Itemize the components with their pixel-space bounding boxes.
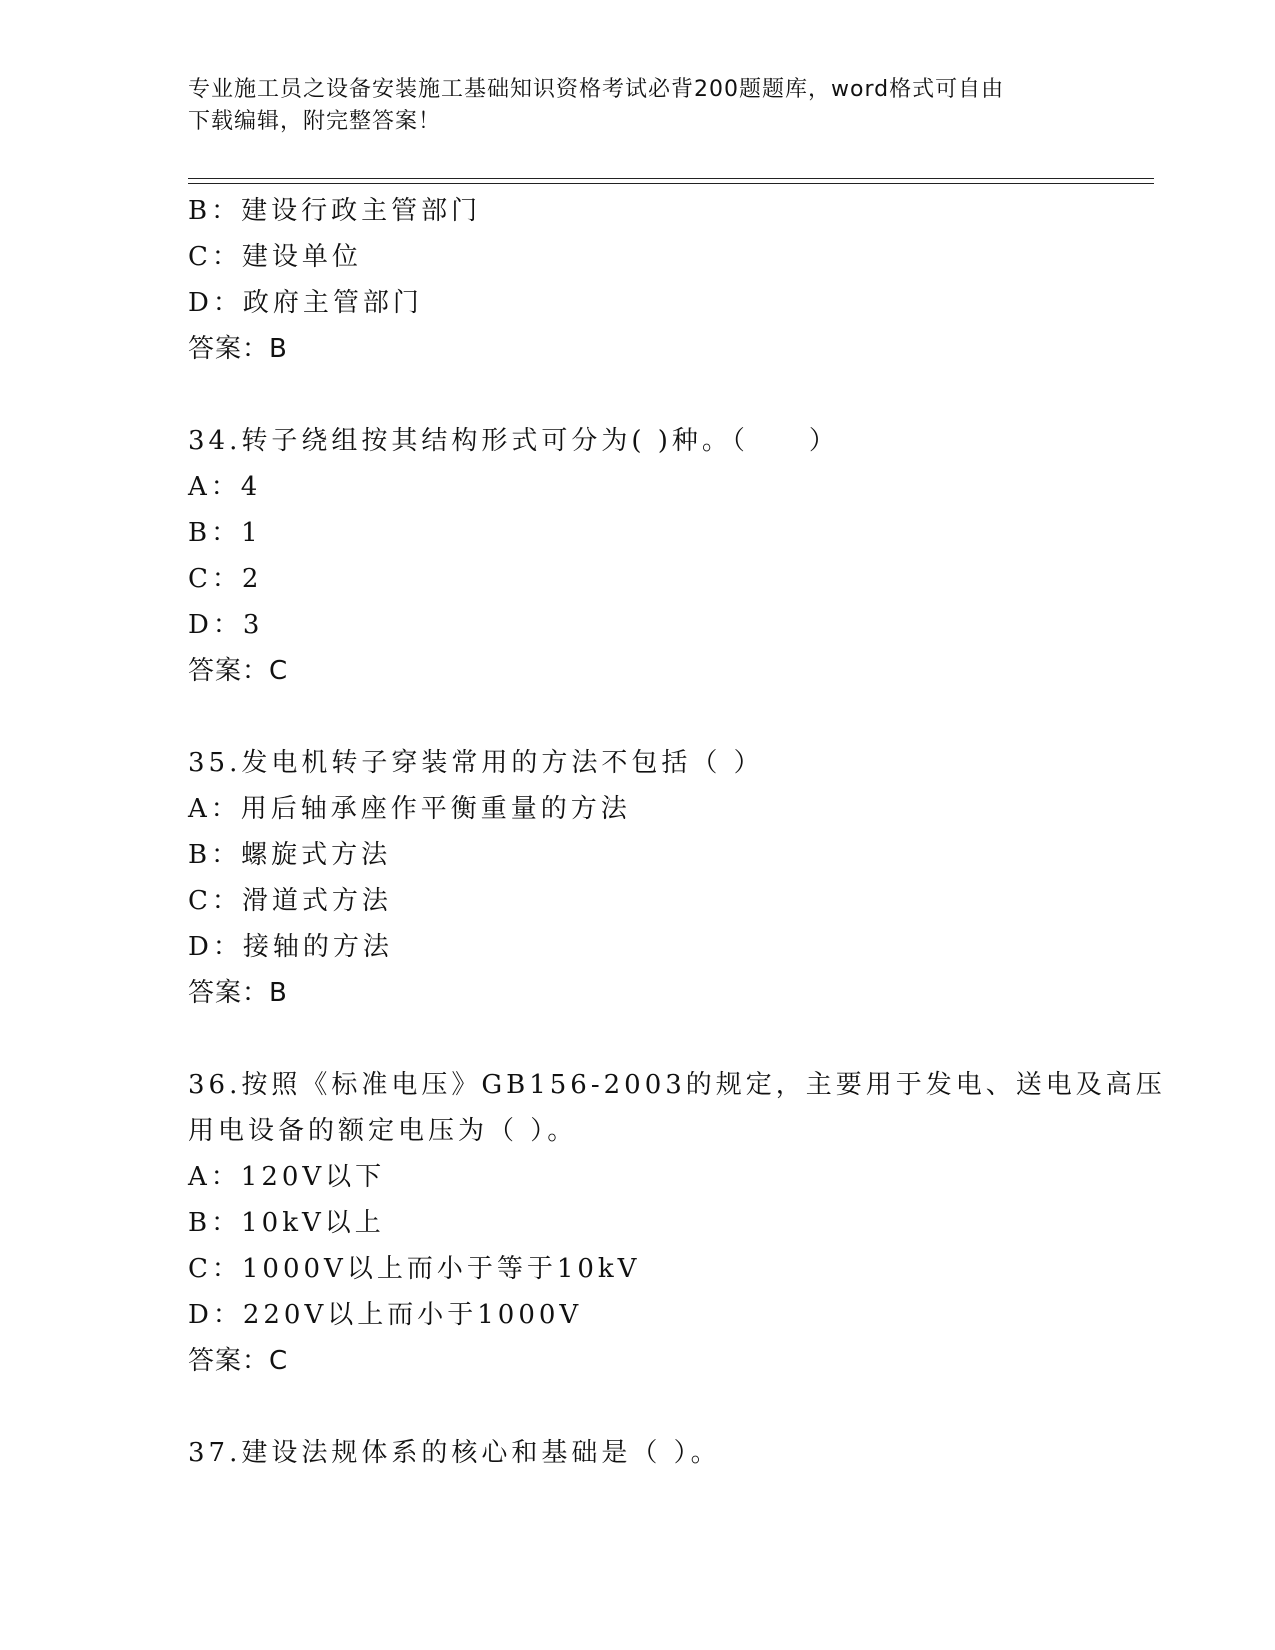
option-c: C：1000V以上而小于等于10kV [188, 1254, 641, 1284]
header-title-line-2: 下载编辑，附完整答案！ [188, 109, 442, 134]
spacer [188, 1384, 1088, 1430]
spacer [188, 1016, 1088, 1062]
question-34 [188, 418, 1088, 694]
answer-label: 答案：C [188, 1346, 289, 1376]
spacer [188, 372, 1088, 418]
question-text-line-1: 36.按照《标准电压》GB156-2003的规定，主要用于发电、送电及高压 [188, 1070, 1166, 1100]
option-a: A：4 [188, 472, 262, 502]
question-text: 35.发电机转子穿装常用的方法不包括（ ） [188, 748, 764, 778]
question-36 [188, 1062, 1166, 1384]
question-33-tail [188, 188, 1088, 372]
option-d: D：220V以上而小于1000V [188, 1300, 583, 1330]
option-b: B：螺旋式方法 [188, 840, 392, 870]
option-b: B：建设行政主管部门 [188, 196, 482, 226]
option-a: A：120V以下 [188, 1162, 386, 1192]
header-title-line-1: 专业施工员之设备安装施工基础知识资格考试必背200题题库，word格式可自由 [188, 77, 1005, 102]
question-35 [188, 740, 1088, 1016]
answer-label: 答案：B [188, 334, 288, 364]
question-text: 37.建设法规体系的核心和基础是（ ）。 [188, 1438, 721, 1468]
spacer [188, 694, 1088, 740]
option-d: D：政府主管部门 [188, 288, 423, 318]
option-d: D：接轴的方法 [188, 932, 393, 962]
option-b: B：10kV以上 [188, 1208, 385, 1238]
question-37 [188, 1430, 1088, 1476]
option-c: C：建设单位 [188, 242, 362, 272]
option-a: A：用后轴承座作平衡重量的方法 [188, 794, 631, 824]
question-text-line-2: 用电设备的额定电压为（ ）。 [188, 1116, 578, 1146]
answer-label: 答案：C [188, 656, 289, 686]
document-header [188, 74, 1088, 138]
question-text: 34.转子绕组按其结构形式可分为( )种。（ ） [188, 426, 839, 456]
option-c: C：滑道式方法 [188, 886, 392, 916]
question-list [188, 188, 1166, 1476]
header-divider-bottom [188, 183, 1154, 184]
option-b: B：1 [188, 518, 262, 548]
header-divider-top [188, 178, 1154, 179]
option-d: D：3 [188, 610, 264, 640]
answer-label: 答案：B [188, 978, 288, 1008]
option-c: C：2 [188, 564, 263, 594]
